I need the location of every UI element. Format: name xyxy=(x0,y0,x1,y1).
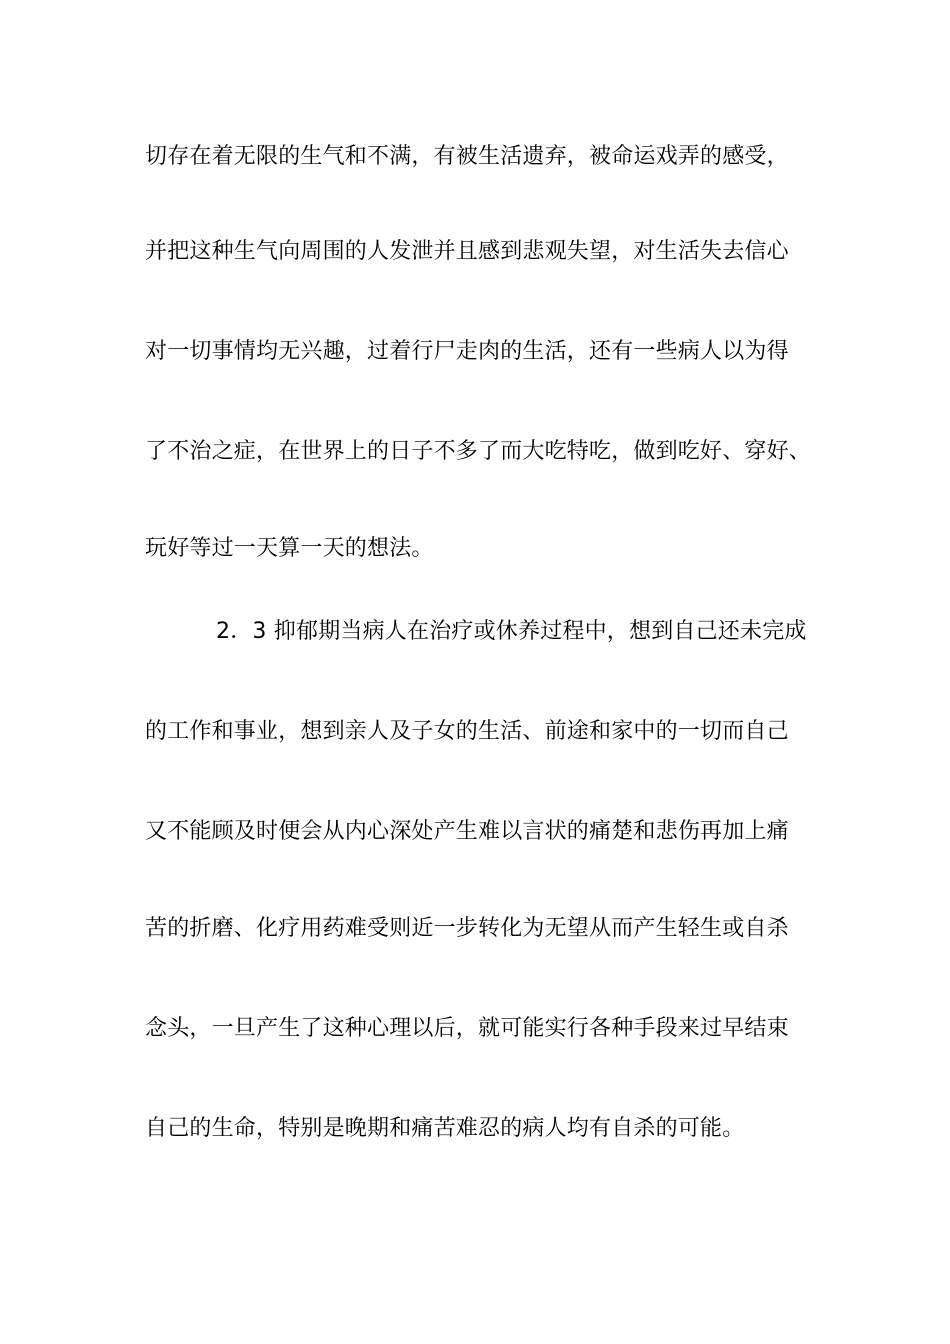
paragraph-line: 对一切事情均无兴趣，过着行尸走肉的生活，还有一些病人以为得 xyxy=(145,339,789,364)
paragraph-line: 的工作和事业，想到亲人及子女的生活、前途和家中的一切而自己 xyxy=(145,719,789,744)
paragraph-line: 玩好等过一天算一天的想法。 xyxy=(145,536,434,561)
paragraph-line: 念头，一旦产生了这种心理以后，就可能实行各种手段来过早结束 xyxy=(145,1016,789,1041)
section-heading-line: 2．3 抑郁期当病人在治疗或休养过程中，想到自己还未完成 xyxy=(216,619,807,644)
paragraph-line: 并把这种生气向周围的人发泄并且感到悲观失望，对生活失去信心 xyxy=(145,239,789,264)
paragraph-line: 苦的折磨、化疗用药难受则近一步转化为无望从而产生轻生或自杀 xyxy=(145,916,789,941)
paragraph-line: 切存在着无限的生气和不满，有被生活遗弃，被命运戏弄的感受， xyxy=(145,144,789,169)
paragraph-line: 又不能顾及时便会从内心深处产生难以言状的痛楚和悲伤再加上痛 xyxy=(145,819,789,844)
paragraph-line: 自己的生命，特别是晚期和痛苦难忍的病人均有自杀的可能。 xyxy=(145,1116,745,1141)
paragraph-line: 了不治之症，在世界上的日子不多了而大吃特吃，做到吃好、穿好、 xyxy=(145,439,812,464)
